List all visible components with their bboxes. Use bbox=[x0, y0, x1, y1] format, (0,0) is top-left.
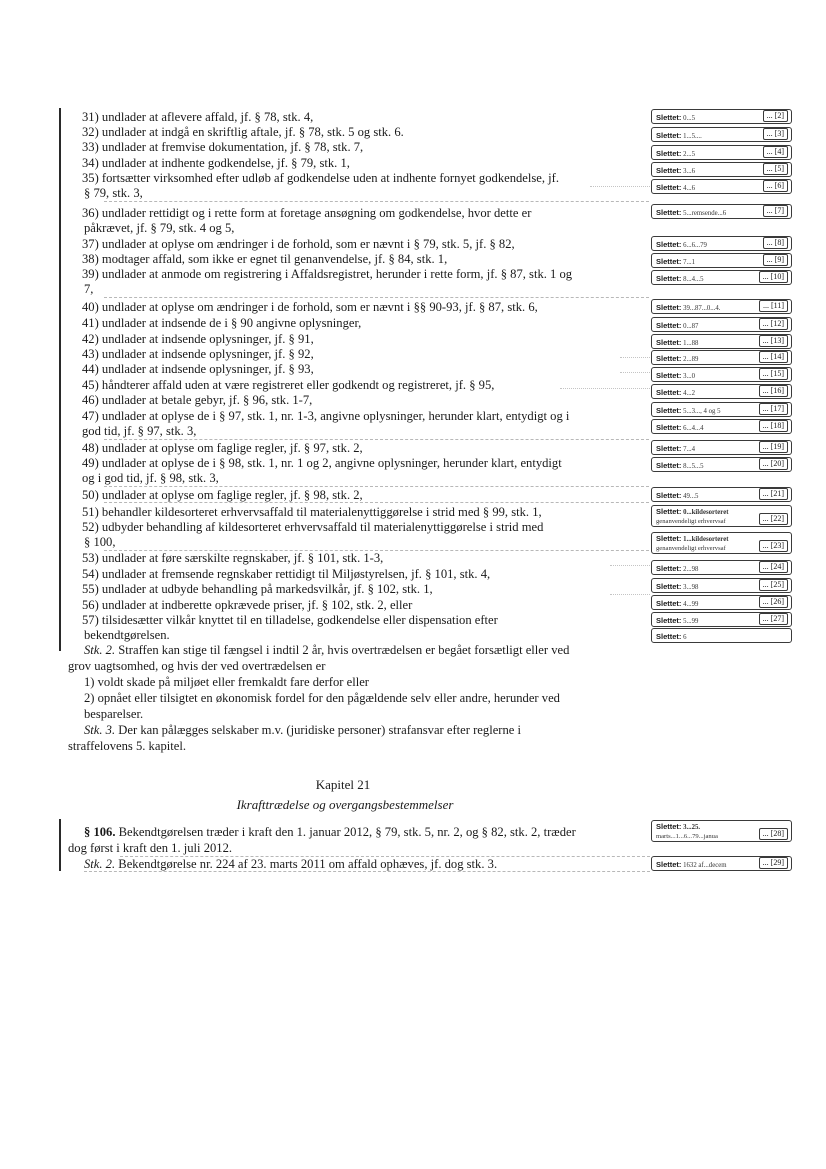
list-item: 48) undlader at oplyse om faglige regler, jf. § 97, stk. 2, bbox=[82, 441, 363, 455]
chapter-subtitle: Ikrafttrædelse og overgangsbestemmelser bbox=[236, 797, 454, 812]
comment-expand-button[interactable]: ... [18] bbox=[759, 420, 788, 432]
deleted-comment[interactable] bbox=[651, 578, 792, 593]
list-item: 41) undlader at indsende de i § 90 angivne oplysninger, bbox=[82, 316, 362, 330]
comment-text: 2...5 bbox=[681, 151, 696, 158]
para106-stk2-label: Stk. 2. bbox=[84, 857, 116, 871]
deleted-comment[interactable] bbox=[651, 317, 792, 332]
revision-separator bbox=[104, 297, 649, 298]
comment-expand-button[interactable]: ... [6] bbox=[763, 180, 788, 192]
list-item: 47) undlader at oplyse de i § 97, stk. 1, nr. 1-3, angivne oplysninger, herunder klart, entydigt og i bbox=[82, 409, 570, 423]
revision-separator bbox=[104, 439, 649, 440]
deleted-comment[interactable] bbox=[651, 820, 792, 842]
list-item: 57) tilsidesætter vilkår knyttet til en tilladelse, godkendelse eller dispensation efter bbox=[82, 613, 498, 627]
comment-expand-button[interactable]: ... [3] bbox=[763, 128, 788, 140]
para106-first-line bbox=[84, 825, 644, 839]
comment-expand-button[interactable]: ... [29] bbox=[759, 857, 788, 869]
comment-leader bbox=[590, 186, 650, 187]
comment-label: Slettet: bbox=[656, 564, 682, 573]
comment-expand-button[interactable]: ... [7] bbox=[763, 205, 788, 217]
comment-expand-button[interactable]: ... [14] bbox=[759, 351, 788, 363]
comment-label: Slettet: bbox=[656, 388, 682, 397]
comment-text: 3...98 bbox=[681, 584, 699, 591]
deleted-comment[interactable] bbox=[651, 127, 792, 142]
comment-label: Slettet: bbox=[656, 444, 682, 453]
deleted-comment[interactable] bbox=[651, 367, 792, 382]
para106-stk2-text: Bekendtgørelse nr. 224 af 23. marts 2011 om affald ophæves, jf. dog stk. 3. bbox=[115, 857, 498, 871]
comment-leader bbox=[620, 372, 650, 373]
comment-expand-button[interactable]: ... [2] bbox=[763, 110, 788, 122]
stk3-continuation: straffelovens 5. kapitel. bbox=[68, 739, 186, 753]
comment-expand-button[interactable]: ... [25] bbox=[759, 579, 788, 591]
comment-text: 6...6...79 bbox=[681, 242, 707, 249]
list-item: 46) undlader at betale gebyr, jf. § 96, stk. 1-7, bbox=[82, 393, 313, 407]
comment-text: 1...88 bbox=[681, 340, 699, 347]
comment-expand-button[interactable]: ... [13] bbox=[759, 335, 788, 347]
comment-expand-button[interactable]: ... [22] bbox=[759, 513, 788, 525]
list-item: 45) håndterer affald uden at være registreret eller godkendt og registreret, jf. § 95, bbox=[82, 378, 495, 392]
deleted-comment[interactable] bbox=[651, 595, 792, 610]
stk2-text: Straffen kan stige til fængsel i indtil 2 år, hvis overtrædelsen er begået forsætligt eller ved bbox=[115, 643, 570, 657]
chapter-title: Kapitel 21 bbox=[315, 777, 371, 792]
comment-label: Slettet: bbox=[656, 406, 682, 415]
stk2-item-1: 1) voldt skade på miljøet eller fremkaldt fare derfor eller bbox=[84, 675, 369, 689]
deleted-comment[interactable] bbox=[651, 440, 792, 455]
comment-text: 6 bbox=[681, 634, 687, 641]
comment-label: Slettet: bbox=[656, 274, 682, 283]
deleted-comment[interactable] bbox=[651, 253, 792, 268]
list-item-continuation: bekendtgørelsen. bbox=[84, 628, 170, 642]
list-item: 49) undlader at oplyse de i § 98, stk. 1, nr. 1 og 2, angivne oplysninger, herunder klart, entydigt bbox=[82, 456, 562, 470]
deleted-comment[interactable] bbox=[651, 532, 792, 554]
comment-label: Slettet: bbox=[656, 338, 682, 347]
stk2-label: Stk. 2. bbox=[84, 643, 116, 657]
comment-label: Slettet: bbox=[656, 183, 682, 192]
revision-separator bbox=[104, 201, 649, 202]
list-item: 36) undlader rettidigt og i rette form at foretage ansøgning om godkendelse, hvor dette er bbox=[82, 206, 532, 220]
comment-text: 5...99 bbox=[681, 618, 699, 625]
comment-text: 7...4 bbox=[681, 446, 696, 453]
comment-expand-button[interactable]: ... [17] bbox=[759, 403, 788, 415]
comment-expand-button[interactable]: ... [12] bbox=[759, 318, 788, 330]
comment-label-text: Slettet: bbox=[656, 507, 682, 516]
list-item: 43) undlader at indsende oplysninger, jf. § 92, bbox=[82, 347, 314, 361]
deleted-comment[interactable] bbox=[651, 270, 792, 285]
comment-text: 8...4...5 bbox=[681, 276, 704, 283]
list-item: 32) undlader at indgå en skriftlig aftale, jf. § 78, stk. 5 og stk. 6. bbox=[82, 125, 404, 139]
comment-text: 5...3..., 4 og 5 bbox=[681, 408, 721, 415]
list-item: 44) undlader at indsende oplysninger, jf. § 93, bbox=[82, 362, 314, 376]
comment-text: 0...kildesorteret bbox=[681, 509, 729, 516]
comment-label: Slettet: bbox=[656, 491, 682, 500]
comment-label: Slettet: bbox=[656, 371, 682, 380]
deleted-comment[interactable] bbox=[651, 419, 792, 434]
para106-label: § 106. bbox=[84, 825, 116, 839]
deleted-comment[interactable] bbox=[651, 299, 792, 314]
revision-separator bbox=[104, 486, 649, 487]
comment-text: 3...0 bbox=[681, 373, 696, 380]
comment-expand-button[interactable]: ... [10] bbox=[759, 271, 788, 283]
comment-label: Slettet: bbox=[656, 354, 682, 363]
deleted-comment[interactable] bbox=[651, 145, 792, 160]
revision-separator bbox=[104, 502, 649, 503]
comment-label: Slettet: bbox=[656, 303, 682, 312]
list-item: 31) undlader at aflevere affald, jf. § 78, stk. 4, bbox=[82, 110, 314, 124]
comment-label: Slettet: bbox=[656, 599, 682, 608]
deleted-comment[interactable] bbox=[651, 612, 792, 627]
comment-expand-button[interactable]: ... [9] bbox=[763, 254, 788, 266]
comment-text-line2: genanvendeligt erhvervsaf bbox=[656, 545, 726, 552]
comment-expand-button[interactable]: ... [11] bbox=[759, 300, 788, 312]
list-item: 53) undlader at føre særskilte regnskaber, jf. § 101, stk. 1-3, bbox=[82, 551, 384, 565]
comment-label: Slettet: bbox=[656, 860, 682, 869]
deleted-comment[interactable] bbox=[651, 402, 792, 417]
list-item-continuation: god tid, jf. § 97, stk. 3, bbox=[82, 424, 197, 438]
comment-label: Slettet: bbox=[656, 240, 682, 249]
comment-label: Slettet: bbox=[656, 149, 682, 158]
comment-expand-button[interactable]: ... [5] bbox=[763, 163, 788, 175]
comment-text: 49...5 bbox=[681, 493, 699, 500]
comment-leader bbox=[610, 594, 650, 595]
list-item-continuation: påkrævet, jf. § 79, stk. 4 og 5, bbox=[84, 221, 235, 235]
comment-label: Slettet: bbox=[656, 423, 682, 432]
deleted-comment[interactable] bbox=[651, 162, 792, 177]
list-item: 37) undlader at oplyse om ændringer i de forhold, som er nævnt i § 79, stk. 5, jf. § 82, bbox=[82, 237, 515, 251]
comment-text: 39...87...0...4. bbox=[681, 305, 721, 312]
list-item: 38) modtager affald, som ikke er egnet til genanvendelse, jf. § 84, stk. 1, bbox=[82, 252, 448, 266]
comment-expand-button[interactable]: ... [21] bbox=[759, 488, 788, 500]
list-item: 42) undlader at indsende oplysninger, jf. § 91, bbox=[82, 332, 314, 346]
comment-expand-button[interactable]: ... [26] bbox=[759, 596, 788, 608]
list-item: 39) undlader at anmode om registrering i Affaldsregistret, herunder i rette form, jf. § 87, stk. 1 og bbox=[82, 267, 573, 281]
change-bar bbox=[59, 108, 61, 651]
comment-expand-button[interactable]: ... [23] bbox=[759, 540, 788, 552]
list-item: 54) undlader at fremsende regnskaber rettidigt til Miljøstyrelsen, jf. § 101, stk. 4, bbox=[82, 567, 491, 581]
deleted-comment[interactable] bbox=[651, 505, 792, 527]
comment-text: 1...5.... bbox=[681, 133, 702, 140]
comment-label: Slettet: bbox=[656, 166, 682, 175]
deleted-comment[interactable] bbox=[651, 334, 792, 349]
list-item: 52) udbyder behandling af kildesorteret erhvervsaffald til materialenyttiggørelse i strid med bbox=[82, 520, 544, 534]
stk2-item-2: 2) opnået eller tilsigtet en økonomisk fordel for den pågældende selv eller andre, herunder ved bbox=[84, 691, 560, 705]
stk2-continuation: grov uagtsomhed, og hvis der ved overtrædelsen er bbox=[68, 659, 326, 673]
deleted-comment[interactable] bbox=[651, 457, 792, 472]
comment-text: 6...4...4 bbox=[681, 425, 704, 432]
comment-text: 0...87 bbox=[681, 323, 699, 330]
comment-expand-button[interactable]: ... [28] bbox=[759, 828, 788, 840]
list-item: 50) undlader at oplyse om faglige regler, jf. § 98, stk. 2, bbox=[82, 488, 363, 502]
list-item: 40) undlader at oplyse om ændringer i de forhold, som er nævnt i §§ 90-93, jf. § 87, stk. 6, bbox=[82, 300, 538, 314]
revision-separator bbox=[84, 871, 650, 872]
stk2-first-line bbox=[84, 643, 644, 657]
comment-label: Slettet: bbox=[656, 321, 682, 330]
comment-expand-button[interactable]: ... [19] bbox=[759, 441, 788, 453]
para106-stk2 bbox=[84, 857, 644, 871]
comment-text: 0...5 bbox=[681, 115, 696, 122]
comment-text: 4...6 bbox=[681, 185, 696, 192]
comment-text: 8...5...5 bbox=[681, 463, 704, 470]
deleted-comment[interactable] bbox=[651, 487, 792, 502]
para106-continuation: dog først i kraft den 1. juli 2012. bbox=[68, 841, 233, 855]
deleted-comment[interactable] bbox=[651, 204, 792, 219]
list-item: 34) undlader at indhente godkendelse, jf. § 79, stk. 1, bbox=[82, 156, 350, 170]
stk2-item-2-continuation: besparelser. bbox=[84, 707, 144, 721]
comment-label-text: Slettet: bbox=[656, 822, 682, 831]
comment-expand-button[interactable]: ... [15] bbox=[759, 368, 788, 380]
list-item-continuation: og i god tid, jf. § 98, stk. 3, bbox=[82, 471, 219, 485]
deleted-comment[interactable] bbox=[651, 384, 792, 399]
comment-text: 5...remsende...6 bbox=[681, 210, 727, 217]
comment-text: 3...6 bbox=[681, 168, 696, 175]
deleted-comment[interactable] bbox=[651, 628, 792, 643]
comment-label: Slettet: bbox=[656, 113, 682, 122]
para106-text: Bekendtgørelsen træder i kraft den 1. januar 2012, § 79, stk. 5, nr. 2, og § 82, stk. 2, træder bbox=[115, 825, 576, 839]
comment-leader bbox=[560, 388, 650, 389]
comment-expand-button[interactable]: ... [8] bbox=[763, 237, 788, 249]
change-bar bbox=[59, 819, 61, 871]
list-item: 51) behandler kildesorteret erhvervsaffald til materialenyttiggørelse i strid med § 99, stk. 1, bbox=[82, 505, 542, 519]
deleted-comment[interactable] bbox=[651, 560, 792, 575]
comment-expand-button[interactable]: ... [4] bbox=[763, 146, 788, 158]
comment-text: 4...99 bbox=[681, 601, 699, 608]
comment-label: Slettet: bbox=[656, 208, 682, 217]
list-item: 35) fortsætter virksomhed efter udløb af godkendelse uden at indhente fornyet godkendelse, jf. bbox=[82, 171, 560, 185]
stk3-label: Stk. 3. bbox=[84, 723, 116, 737]
comment-label: Slettet: bbox=[656, 632, 682, 641]
stk3-first-line bbox=[84, 723, 644, 737]
comment-label: Slettet: bbox=[656, 461, 682, 470]
list-item: 56) undlader at indberette opkrævede priser, jf. § 102, stk. 2, eller bbox=[82, 598, 413, 612]
list-item-continuation: § 79, stk. 3, bbox=[84, 186, 143, 200]
comment-expand-button[interactable]: ... [24] bbox=[759, 561, 788, 573]
comment-label: Slettet: bbox=[656, 616, 682, 625]
deleted-comment[interactable] bbox=[651, 109, 792, 124]
comment-text-line2: marts...1...6...79...janua bbox=[656, 833, 718, 840]
comment-text: 1632 af...decem bbox=[681, 862, 727, 869]
deleted-comment[interactable] bbox=[651, 856, 792, 871]
list-item: 55) undlader at udbyde behandling på markedsvilkår, jf. § 102, stk. 1, bbox=[82, 582, 433, 596]
deleted-comment[interactable] bbox=[651, 350, 792, 365]
comment-label: Slettet: bbox=[656, 582, 682, 591]
comment-leader bbox=[610, 565, 650, 566]
list-item: 33) undlader at fremvise dokumentation, jf. § 78, stk. 7, bbox=[82, 140, 364, 154]
comment-text: 3...25. bbox=[681, 824, 701, 831]
list-item-continuation: 7, bbox=[84, 282, 94, 296]
comment-expand-button[interactable]: ... [16] bbox=[759, 385, 788, 397]
comment-text: 7...1 bbox=[681, 259, 696, 266]
comment-text: 2...98 bbox=[681, 566, 699, 573]
comment-text-line2: genanvendeligt erhvervsaf bbox=[656, 518, 726, 525]
list-item-continuation: § 100, bbox=[84, 535, 116, 549]
comment-label: Slettet: bbox=[656, 131, 682, 140]
comment-leader bbox=[620, 357, 650, 358]
comment-label-text: Slettet: bbox=[656, 534, 682, 543]
comment-text: 4...2 bbox=[681, 390, 696, 397]
stk3-text: Der kan pålægges selskaber m.v. (juridiske personer) strafansvar efter reglerne i bbox=[115, 723, 522, 737]
comment-expand-button[interactable]: ... [20] bbox=[759, 458, 788, 470]
deleted-comment[interactable] bbox=[651, 236, 792, 251]
comment-expand-button[interactable]: ... [27] bbox=[759, 613, 788, 625]
comment-text: 2...89 bbox=[681, 356, 699, 363]
deleted-comment[interactable] bbox=[651, 179, 792, 194]
comment-text: 1...kildesorteret bbox=[681, 536, 729, 543]
comment-label: Slettet: bbox=[656, 257, 682, 266]
